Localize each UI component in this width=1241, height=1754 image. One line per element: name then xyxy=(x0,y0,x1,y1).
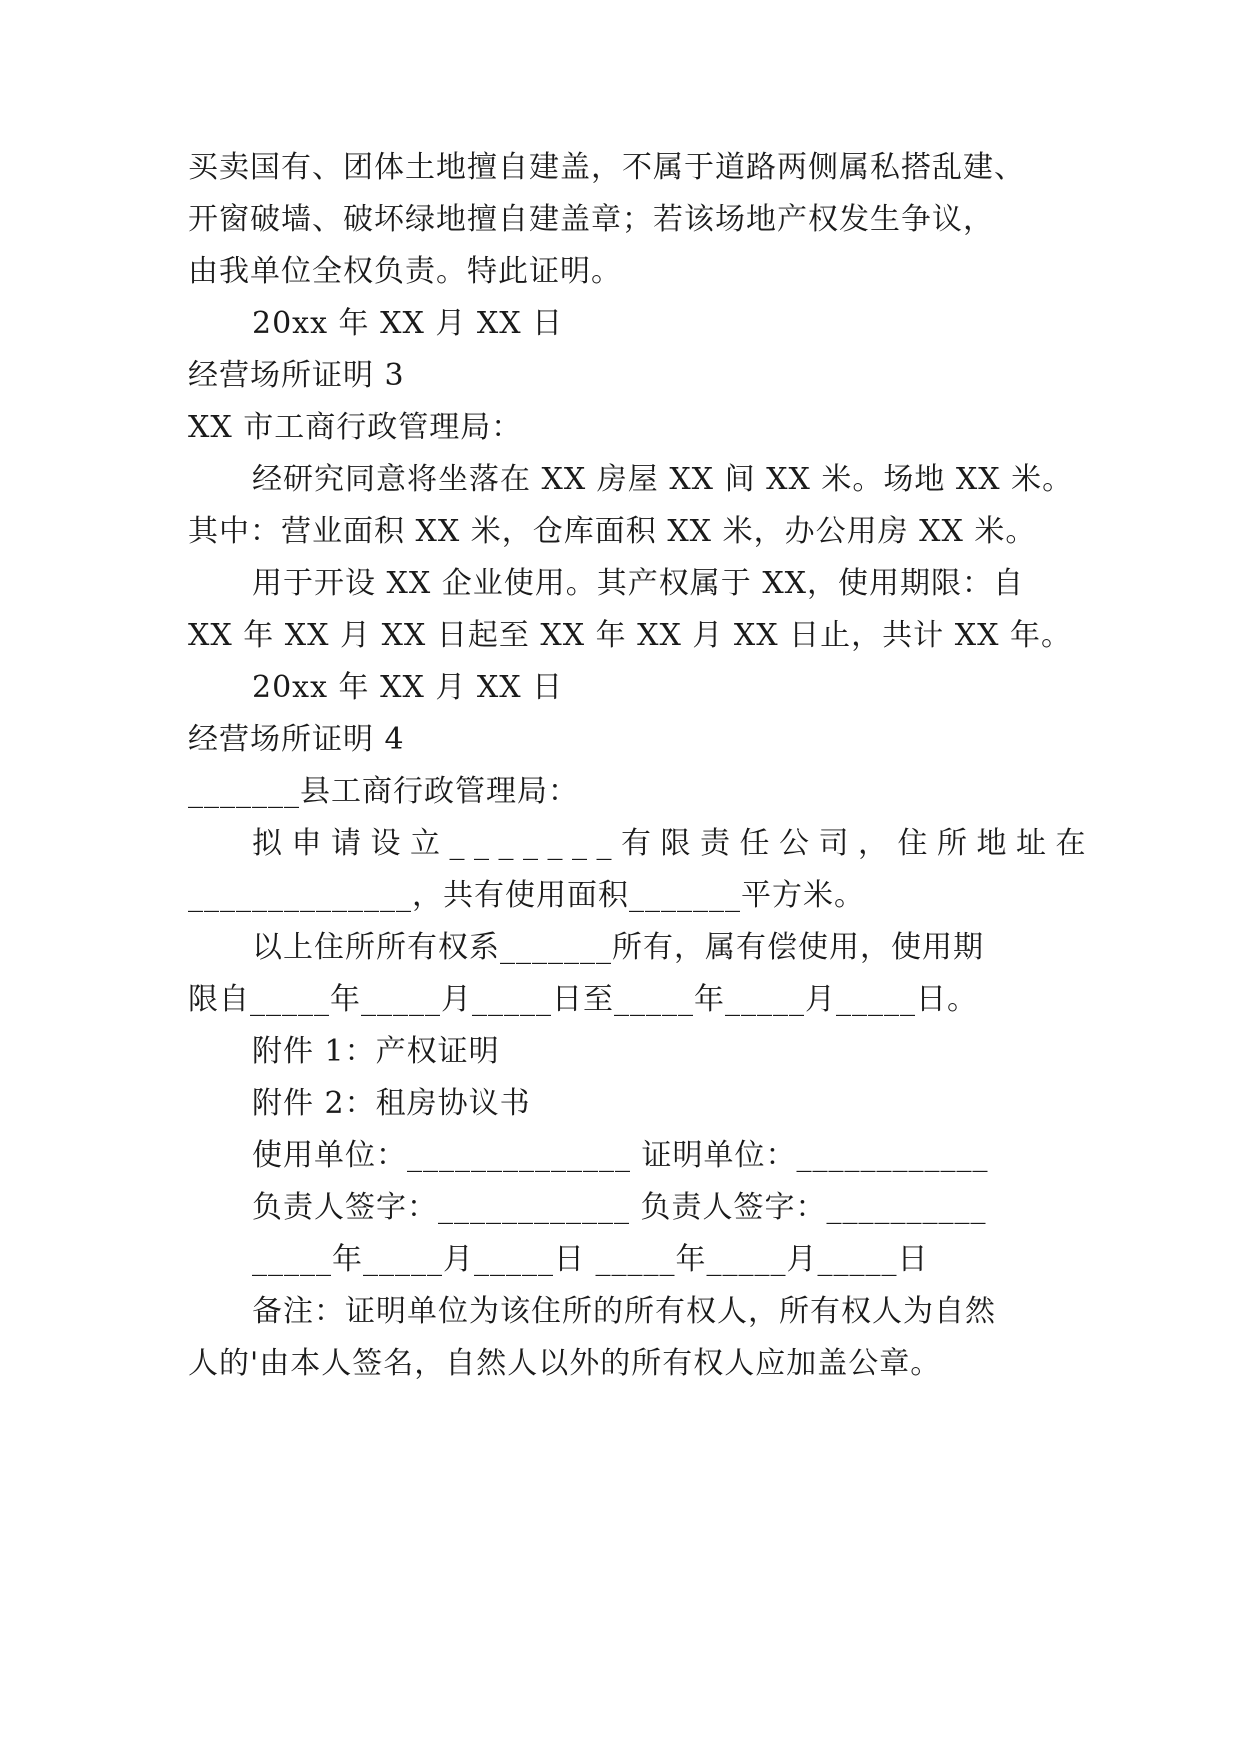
paragraph-line: 以上住所所有权系_______所有，属有偿使用，使用期 xyxy=(252,930,984,965)
remark-line: 备注：证明单位为该住所的所有权人，所有权人为自然 xyxy=(252,1294,996,1329)
signature-person-line: 负责人签字：____________ 负责人签字：__________ xyxy=(252,1190,987,1225)
paragraph-line: 买卖国有、团体土地擅自建盖，不属于道路两侧属私搭乱建、 xyxy=(188,150,1025,185)
paragraph-line: 拟申请设立_______有限责任公司，住所地址在 xyxy=(252,826,1095,861)
paragraph-line: ______________，共有使用面积_______平方米。 xyxy=(188,878,865,913)
attachment-line: 附件 2：租房协议书 xyxy=(252,1086,531,1121)
addressee-line: XX 市工商行政管理局： xyxy=(188,410,523,445)
date-line: 20xx 年 XX 月 XX 日 xyxy=(252,306,564,341)
paragraph-line: 用于开设 XX 企业使用。其产权属于 XX，使用期限：自 xyxy=(252,566,1025,601)
paragraph-line: 其中：营业面积 XX 米，仓库面积 XX 米，办公用房 XX 米。 xyxy=(188,514,1037,549)
addressee-line: _______县工商行政管理局： xyxy=(188,774,579,809)
section-heading: 经营场所证明 4 xyxy=(188,722,405,757)
section-heading: 经营场所证明 3 xyxy=(188,358,405,393)
signature-unit-line: 使用单位：______________ 证明单位：____________ xyxy=(252,1138,989,1173)
signature-date-line: _____年_____月_____日 _____年_____月_____日 xyxy=(252,1242,929,1277)
remark-line: 人的'由本人签名，自然人以外的所有权人应加盖公章。 xyxy=(188,1346,942,1381)
date-line: 20xx 年 XX 月 XX 日 xyxy=(252,670,564,705)
attachment-line: 附件 1：产权证明 xyxy=(252,1034,500,1069)
paragraph-line: 限自_____年_____月_____日至_____年_____月_____日。 xyxy=(188,982,978,1017)
paragraph-line: XX 年 XX 月 XX 日起至 XX 年 XX 月 XX 日止，共计 XX 年。 xyxy=(188,618,1072,653)
paragraph-line: 由我单位全权负责。特此证明。 xyxy=(188,254,622,289)
paragraph-line: 经研究同意将坐落在 XX 房屋 XX 间 XX 米。场地 XX 米。 xyxy=(252,462,1074,497)
paragraph-line: 开窗破墙、破坏绿地擅自建盖章；若该场地产权发生争议， xyxy=(188,202,994,237)
